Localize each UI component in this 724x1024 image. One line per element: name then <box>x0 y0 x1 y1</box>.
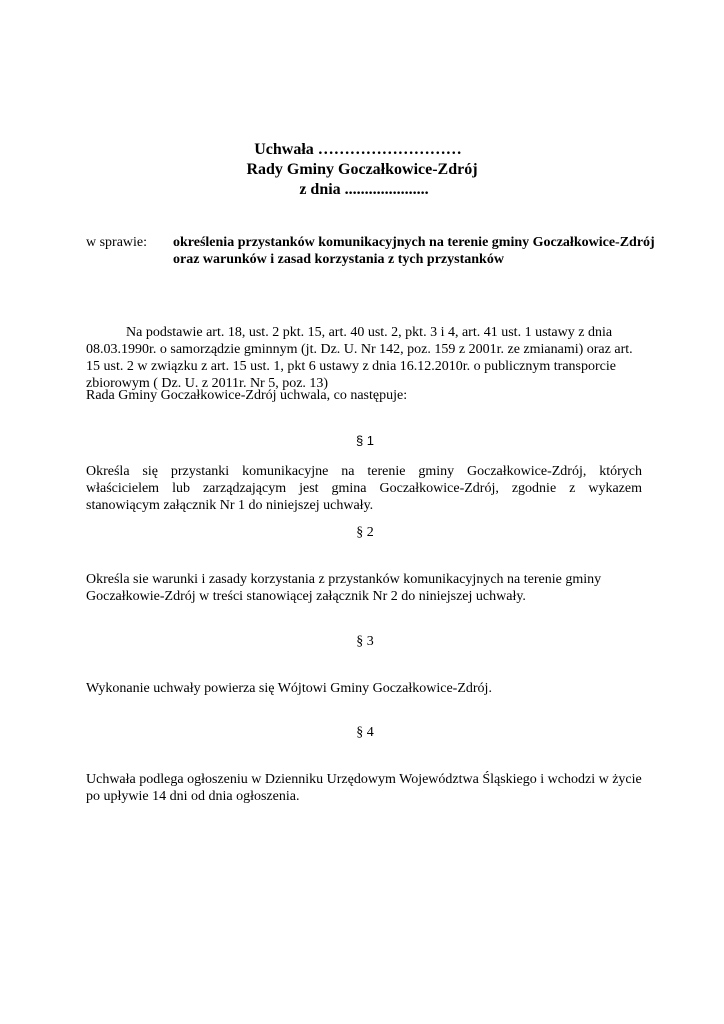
section-2-heading: § 2 <box>356 525 374 540</box>
resolution-statement: Rada Gminy Goczałkowice-Zdrój uchwala, co następuje: <box>86 388 408 403</box>
subject-text <box>173 234 673 268</box>
section-3-text: Wykonanie uchwały powierza się Wójtowi Gminy Goczałkowice-Zdrój. <box>86 681 492 696</box>
section-4-text: Uchwała podlega ogłoszeniu w Dzienniku Urzędowym Województwa Śląskiego i wchodzi w życie po upływie 14 dni od dnia ogłoszenia. <box>86 772 642 804</box>
section-3-heading: § 3 <box>356 634 374 649</box>
section-1-heading: § 1 <box>355 433 375 448</box>
legal-basis-paragraph: Na podstawie art. 18, ust. 2 pkt. 15, art. 40 ust. 2, pkt. 3 i 4, art. 41 ust. 1 ustawy z dnia 08.03.1990r. o samorządzie gminnym (jt. Dz. U. Nr 142, poz. 159 z 2001r. ze zmianami) oraz art. 15 ust. 2 w związku z art. 15 ust. 1, pkt 6 ustawy z dnia 16.12.2010r. o publicznym transporcie zbiorowym ( Dz. U. z 2011r. Nr 5, poz. 13) <box>86 325 633 391</box>
section-4-heading: § 4 <box>356 725 374 740</box>
resolution-number-heading: Uchwała ……………………… <box>254 141 462 158</box>
section-1-text: Określa się przystanki komunikacyjne na terenie gminy Goczałkowice-Zdrój, których właścicielem lub zarządzającym jest gmina Goczałkowice-Zdrój, zgodnie z wykazem stanowiącym załącznik Nr 1 do niniejszej uchwały. <box>86 464 642 513</box>
council-name-heading: Rady Gminy Goczałkowice-Zdrój <box>246 161 478 178</box>
subject-line-1: określenia przystanków komunikacyjnych na terenie gminy Goczałkowice-Zdrój <box>173 235 655 250</box>
subject-label: w sprawie: <box>86 235 148 250</box>
resolution-date-heading: z dnia ..................... <box>299 181 429 198</box>
subject-line-2: oraz warunków i zasad korzystania z tych przystanków <box>173 252 504 267</box>
section-2-text: Określa sie warunki i zasady korzystania z przystanków komunikacyjnych na terenie gminy Goczałkowie-Zdrój w treści stanowiącej załącznik Nr 2 do niniejszej uchwały. <box>86 572 602 604</box>
